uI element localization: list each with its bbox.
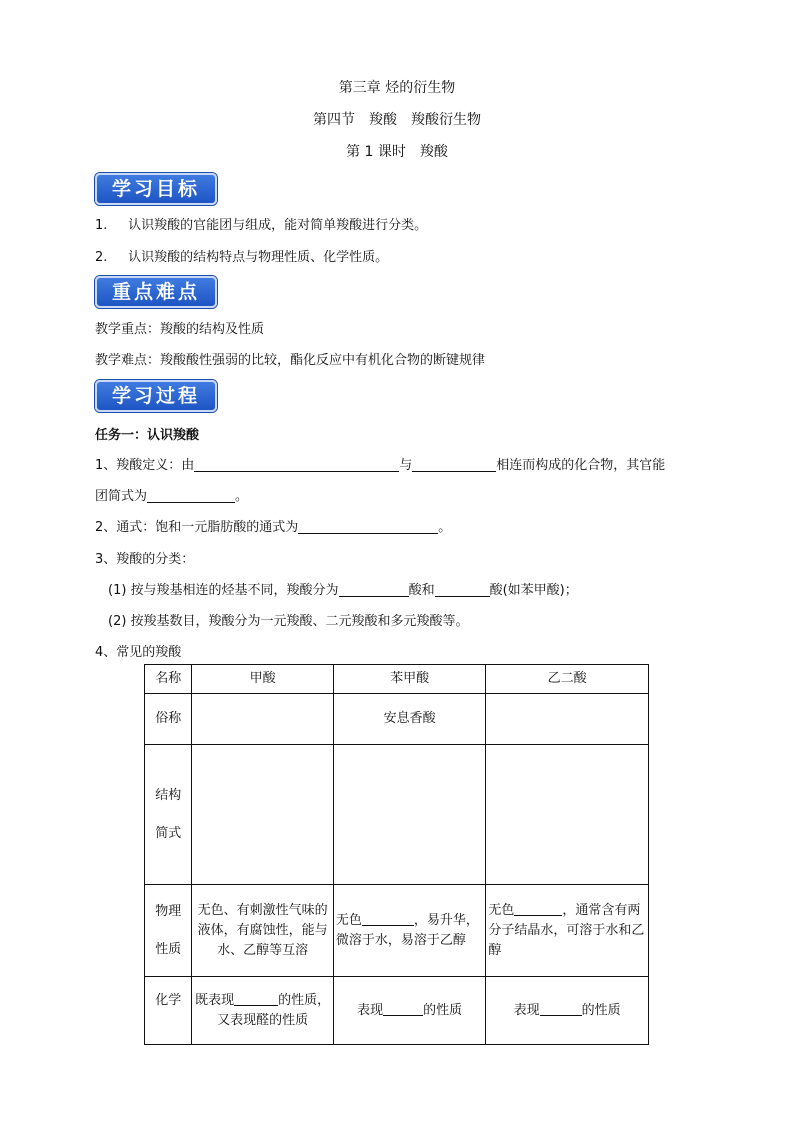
general-formula-line: 2、通式：饱和一元脂肪酸的通式为 。 <box>95 520 452 535</box>
learning-goals-badge: 学习目标 <box>95 173 217 205</box>
classification-title: 3、羧酸的分类： <box>95 552 195 567</box>
table-header-cell: 苯甲酸 <box>333 665 486 694</box>
table-cell[interactable] <box>192 745 333 885</box>
table-cell: 表现 的性质 <box>486 977 649 1045</box>
blank-field[interactable] <box>298 519 438 534</box>
row-label: 物理 性质 <box>145 885 192 977</box>
chapter-title: 第三章 烃的衍生物 <box>338 80 456 96</box>
table-cell: 安息香酸 <box>333 694 486 745</box>
classification-item-2: (2) 按羧基数目，羧酸分为一元羧酸、二元羧酸和多元羧酸等。 <box>108 614 469 629</box>
blank-field[interactable] <box>383 1002 423 1016</box>
blank-field[interactable] <box>339 582 409 597</box>
row-label: 化学 <box>145 977 192 1045</box>
blank-field[interactable] <box>435 582 490 597</box>
table-header-cell: 甲酸 <box>192 665 333 694</box>
common-acids-title: 4、常见的羧酸 <box>95 645 182 660</box>
key-points-badge: 重点难点 <box>95 276 217 308</box>
table-cell: 表现 的性质 <box>333 977 486 1045</box>
table-cell: 无色 ，通常含有两分子结晶水，可溶于水和乙醇 <box>486 885 649 977</box>
table-cell: 无色 ，易升华，微溶于水，易溶于乙醇 <box>333 885 486 977</box>
definition-line: 1、羧酸定义：由 与 相连而构成的化合物，其官能 <box>95 458 666 473</box>
blank-field[interactable] <box>412 457 496 472</box>
task1-title: 任务一：认识羧酸 <box>95 428 200 443</box>
blank-field[interactable] <box>362 912 414 926</box>
table-cell[interactable] <box>486 694 649 745</box>
table-row <box>145 885 649 977</box>
row-label: 俗称 <box>145 694 192 745</box>
table-row <box>145 694 649 745</box>
section-title: 第四节 羧酸 羧酸衍生物 <box>313 112 481 128</box>
common-acids-table <box>144 664 649 1045</box>
table-cell[interactable] <box>333 745 486 885</box>
learning-process-badge: 学习过程 <box>95 380 217 412</box>
lesson-title: 第 1 课时 羧酸 <box>346 144 448 160</box>
table-header-row <box>145 665 649 694</box>
table-cell: 既表现 的性质，又表现醛的性质 <box>192 977 333 1045</box>
row-label: 结构 简式 <box>145 745 192 885</box>
table-cell[interactable] <box>486 745 649 885</box>
blank-field[interactable] <box>234 992 278 1006</box>
goal-item-2: 2. 认识羧酸的结构特点与物理性质、化学性质。 <box>95 250 389 265</box>
table-row <box>145 745 649 885</box>
classification-item-1: (1) 按与羧基相连的烃基不同，羧酸分为 酸和 酸(如苯甲酸)； <box>108 583 578 598</box>
table-cell[interactable] <box>192 694 333 745</box>
blank-field[interactable] <box>194 457 399 472</box>
definition-line-2: 团简式为 。 <box>95 489 249 504</box>
goal-item-1: 1. 认识羧酸的官能团与组成，能对简单羧酸进行分类。 <box>95 218 428 233</box>
table-header-cell: 名称 <box>145 665 192 694</box>
table-row <box>145 977 649 1045</box>
blank-field[interactable] <box>147 488 235 503</box>
table-header-cell: 乙二酸 <box>486 665 649 694</box>
teaching-difficulty: 教学难点：羧酸酸性强弱的比较，酯化反应中有机化合物的断键规律 <box>95 353 486 368</box>
table-cell: 无色、有刺激性气味的液体，有腐蚀性，能与水、乙醇等互溶 <box>192 885 333 977</box>
blank-field[interactable] <box>540 1002 582 1016</box>
teaching-focus: 教学重点：羧酸的结构及性质 <box>95 322 265 337</box>
blank-field[interactable] <box>514 902 562 916</box>
